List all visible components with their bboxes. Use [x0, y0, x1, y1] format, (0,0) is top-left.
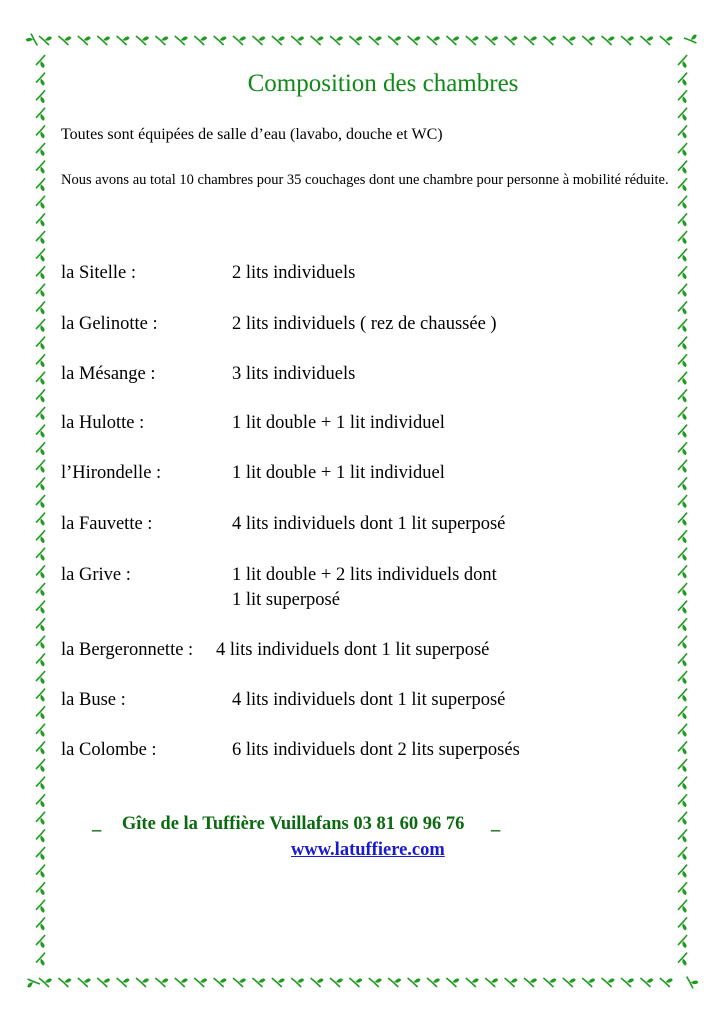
intro-amenities: Toutes sont équipées de salle d’eau (lavabo, douche et WC)	[61, 126, 443, 143]
website-link[interactable]: www.latuffiere.com	[291, 840, 445, 860]
room-name: l’Hirondelle :	[61, 463, 162, 483]
room-beds: 4 lits individuels dont 1 lit superposé	[232, 514, 506, 534]
footer-contact: Gîte de la Tuffière Vuillafans 03 81 60 96 76	[121, 814, 465, 834]
room-name: la Sitelle :	[61, 263, 137, 283]
page-title: Composition des chambres	[247, 70, 519, 97]
room-beds: 4 lits individuels dont 1 lit superposé	[216, 640, 490, 660]
room-beds: 4 lits individuels dont 1 lit superposé	[232, 690, 506, 710]
room-name: la Mésange :	[61, 364, 156, 384]
room-name: la Colombe :	[61, 740, 157, 760]
room-name: la Buse :	[61, 690, 126, 710]
room-beds: 3 lits individuels	[232, 364, 356, 384]
room-beds: 2 lits individuels ( rez de chaussée )	[232, 314, 497, 334]
room-beds-continued: 1 lit superposé	[232, 590, 340, 610]
footer-separator-right: _	[490, 814, 501, 834]
room-name: la Grive :	[61, 565, 131, 585]
footer-separator-left: _	[92, 814, 102, 834]
intro-capacity: Nous avons au total 10 chambres pour 35 couchages dont une chambre pour personne à mobilité réduite.	[61, 172, 669, 188]
room-beds: 1 lit double + 1 lit individuel	[232, 413, 445, 433]
room-name: la Bergeronnette :	[61, 640, 194, 660]
room-name: la Fauvette :	[61, 514, 153, 534]
room-beds: 1 lit double + 2 lits individuels dont	[232, 565, 497, 585]
room-beds: 2 lits individuels	[232, 263, 356, 283]
room-name: la Gelinotte :	[61, 314, 158, 334]
room-beds: 1 lit double + 1 lit individuel	[232, 463, 445, 483]
footer-contact-line	[92, 814, 500, 835]
room-beds: 6 lits individuels dont 2 lits superposés	[232, 740, 520, 760]
room-name: la Hulotte :	[61, 413, 145, 433]
